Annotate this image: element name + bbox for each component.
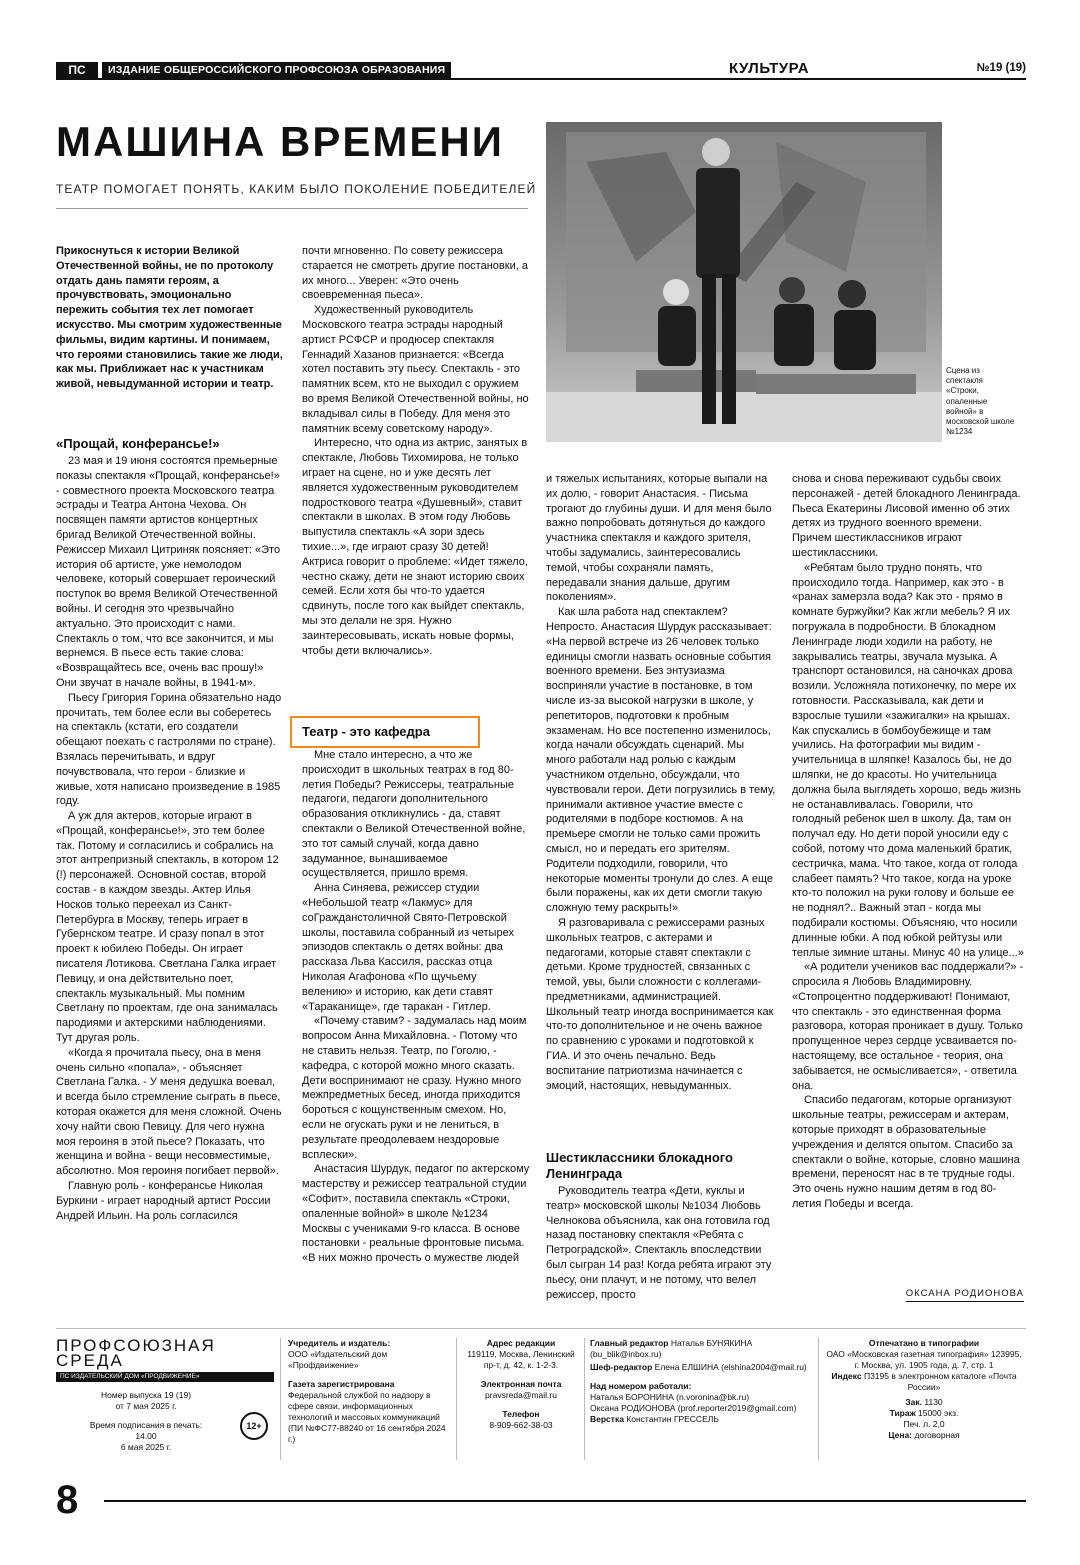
index-text: П3195 в электронном каталоге «Почта России» <box>863 1371 1017 1392</box>
issue-line-2: от 7 мая 2025 г. <box>115 1401 177 1411</box>
printing-info <box>824 1338 1024 1441</box>
column-4 <box>792 472 1024 1212</box>
editor-label: Главный редактор <box>590 1338 669 1348</box>
founder-info <box>288 1338 448 1445</box>
footer-separator <box>818 1338 819 1460</box>
column-3-continued <box>546 1150 776 1302</box>
issue-number: №19 (19) <box>976 62 1026 74</box>
registration-text: Федеральной службой по надзору в сфере связи, информационных технологий и массовых коммуникаций (ПИ №ФС77-88240 от 16 сентября 2024 г.) <box>288 1390 446 1444</box>
subheading-proshchay: «Прощай, конферансье!» <box>56 435 220 451</box>
column-3 <box>546 472 776 1093</box>
phone-label: Телефон <box>502 1409 540 1419</box>
paragraph: «Ребятам было трудно понять, что происходило тогда. Например, как это - в «ранах замерзла вода? Как это - прямо в комнате буржуйки? Как жгли мебель? Я их погружала в подробности. В блокадном Ленинграде люди ходили на работу, не закрывались театры, звучала музыка. А транспорт остановился, на саночках дрова возили. Усложняла потихонечку, по мере их готовности. Рассказывала, как дети и взрослые тушили «зажигалки» на крышах. Как спускались в бомбоубежище и там учились. На фотографии мы видим - учительница в шляпке! Казалось бы, не до шляпки, не до красоты. Но учительница должна была выглядеть хорошо, ведь жизнь не останавливалась. Говорили, что голодный ребенок шел в школу. Да, там он получал еду. Но дети порой уносили еду с собой, потому что дома маленький братик, сестричка, мама. Что такое, когда от голода слабеет память? Что такое, когда на уроке кто-то положил на руки голову и больше ее не поднял?.. Важный этап - когда мы подбирали костюмы. Объясняю, что носили длинные юбки. А под юбкой рейтузы или теплые зимние штаны. Минус 40 на улице...» <box>792 561 1024 959</box>
photo-caption: Сцена из спектакля «Строки, опаленные войной» в московской школе №1234 <box>946 366 1015 437</box>
paragraph: и тяжелых испытаниях, которые выпали на их долю, - говорит Анастасия. - Письма трогают до глубины души. И для меня было важно попробовать дотянуться до каждого участника спектакля и каждого зрителя, чтобы задумались, заинтересовались темой, чтобы сохраняли память, передавали знания дальше, другим поколениям». <box>546 473 772 604</box>
page-header <box>56 60 1026 80</box>
editor-name: Наталья БУНЯКИНА (bu_blik@inbox.ru) <box>590 1338 753 1359</box>
founder-name: ООО «Издательский дом «Профдвижение» <box>288 1349 388 1370</box>
stage-photo-illustration <box>546 122 942 442</box>
order-number: 1130 <box>924 1397 943 1407</box>
section-name: КУЛЬТУРА <box>729 60 810 77</box>
run-size: 15000 экз. <box>918 1408 959 1418</box>
paragraph: А уж для актеров, которые играют в «Прощай, конферансье!», это тем более так. Потому и согласились и собрались на этот антрепризный спектакль, в котором 12 (!) персонажей. Основной состав, второй состав - в каждом звезды. Актер Илья Носков только переехал из Санкт-Петербурга в Москву, теперь играет в Губернском театре. И сразу попал в этот проект к юбилею Победы. Он играет писателя Лотикова. Светлана Галка играет Певицу, и она действительно поет, спектакль музыкальный. Мы помним Светлану по проектам, где она занималась пародиями и актерскими наблюдениями. Тут другая роль. <box>56 810 279 1045</box>
page-number: 8 <box>56 1478 79 1522</box>
run-label: Тираж <box>889 1408 916 1418</box>
footer-separator <box>280 1338 281 1460</box>
paragraph: Пьесу Григория Горина обязательно надо прочитать, тем более если вы соберетесь на спектакль (кстати, его создатели обещают поехать с гастролями по стране). Взялась перечитывать, и вдруг почувствовала, что герои - близкие и живые, хотя написано произведение в 1985 году. <box>56 691 282 808</box>
subheading-kafedra: Театр - это кафедра <box>290 716 480 748</box>
article-title: МАШИНА ВРЕМЕНИ <box>56 118 504 165</box>
paragraph: Художественный руководитель Московского театра эстрады народный артист РСФСР и продюсер спектакля Геннадий Хазанов признается: «Всегда хотел поставить эту пьесу. Спектакль - это памятник всем, кто не выходил с оружием во время Великой Отечественной войны, но вкладывал силы в Победу. Для меня это памятник всему советскому народу». <box>302 304 529 435</box>
paragraph: Главную роль - конферансье Николая Буркини - играет народный артист России Андрей Ильин. На роль согласился <box>56 1180 271 1222</box>
address-label: Адрес редакции <box>486 1338 556 1348</box>
worked-1: Наталья БОРОНИНА (n.voronina@bk.ru) <box>590 1392 750 1402</box>
layout-label: Верстка <box>590 1414 624 1424</box>
paragraph: Я разговаривала с режиссерами разных школьных театров, с актерами и педагогами, которые ставят спектакли с детьми. Кроме трудностей, связанных с темой, увы, были сложности с коллегами-предметниками, администрацией. Школьный театр иногда воспринимается как что-то дополнительное и не очень важное по сравнению с уроками и подготовкой к ГИА. И это очень печально. Ведь воспитание патриотизма начинается с эмоций, настоящих, невыдуманных. <box>546 916 774 1092</box>
address-text: 119119, Москва, Ленинский пр-т, д. 42, к. 1-2-3. <box>467 1349 575 1370</box>
sign-label: Время подписания в печать: <box>89 1420 203 1430</box>
column-2 <box>302 244 530 658</box>
author-byline: ОКСАНА РОДИОНОВА <box>906 1288 1024 1302</box>
footer-separator <box>584 1338 585 1460</box>
logo-strip: ПС ИЗДАТЕЛЬСКИЙ ДОМ «ПРОДВИЖЕНИЕ» <box>56 1372 274 1382</box>
header-rule <box>56 78 1026 80</box>
logo-bottom-word: СРЕДА <box>56 1351 124 1370</box>
paragraph: Интересно, что одна из актрис, занятых в спектакле, Любовь Тихомирова, не только играет на сцене, но и уже десять лет является художественным руководителем подросткового театра «Душевный», ставит спектакли в школах. В этом году Любовь выпустила спектакль «А зори здесь тихие...», где играют сразу 30 детей! Актриса говорит о проблеме: «Идет тяжело, честно скажу, дети не знают историю своих семей. Если хотя бы что-то удается сдвинуть, после того как выйдет спектакль, мы это делали не зря. Нужно заинтересовывать, искать новые формы, чтобы дети включались». <box>302 437 528 657</box>
worked-2: Оксана РОДИОНОВА (prof.reporter2019@gmail.com) <box>590 1403 797 1413</box>
bottom-rule <box>104 1500 1026 1502</box>
issue-info <box>56 1390 236 1453</box>
ps-logo-badge: ПС <box>56 62 98 78</box>
logo-top-word: ПРОФСОЮЗНАЯ <box>56 1336 216 1355</box>
price-text: договорная <box>914 1430 960 1440</box>
paragraph: Как шла работа над спектаклем? Непросто. Анастасия Шурдук рассказывает: «На первой встрече из 26 человек только единицы смогли назвать основные события военного времени. Без энтузиазма восприняли участие в постановке, в том числе из-за высокой нагрузки в школе, у репетиторов, подготовки к пробным экзаменам. Но все постепенно изменилось, когда начали обсуждать сценарий. Мы много работали над ролью с каждым участником отдельно, обсуждали, что чувствовали герои. Дети погрузились в тему, принимали активное участие вместе с родителями в подборе костюмов. А на премьере смогли не только сами прожить смысл, но и передать его зрителям. Родители подходили, говорили, что некоторые моменты тронули до слез. А еще были поражены, как их дети смогли такую сложную тему раскрыть!» <box>546 606 776 915</box>
index-label: Индекс <box>831 1371 862 1381</box>
article-subtitle: ТЕАТР ПОМОГАЕТ ПОНЯТЬ, КАКИМ БЫЛО ПОКОЛЕНИЕ ПОБЕДИТЕЛЕЙ <box>56 182 537 196</box>
paragraph: «Когда я прочитала пьесу, она в меня очень сильно «попала», - объясняет Светлана Галка. - У меня дедушка воевал, и всегда было стремление сыграть в пьесе, которая окажется для меня сложной. Очень хочу найти свою Певицу. Для чего нужна моя героиня в этой пьесе? Показать, что женщина и война - вещи несовместимые, абсолютно. Моя героиня погибает первой». <box>56 1046 282 1178</box>
paragraph: Анастасия Шурдук, педагог по актерскому мастерству и режиссер театральной студии «Софит», поставила спектакль «Строки, опаленные войной» в школе №1234 Москвы с учениками 9-го класса. В основе постановки - реальные фронтовые письма. «В них можно прочесть о мужестве людей <box>302 1163 530 1265</box>
sign-time: 14.00 <box>135 1431 157 1441</box>
deputy-label: Шеф-редактор <box>590 1362 653 1372</box>
column-2-continued <box>302 748 530 1266</box>
deputy-name: Елена ЕЛШИНА (elshina2004@mail.ru) <box>654 1362 807 1372</box>
paragraph: Мне стало интересно, а что же происходит в школьных театрах в год 80-летия Победы? Режиссеры, театральные педагоги, педагоги дополнительного образования откликнулись - да, ставят спектакли о Великой Отечественной войне, это тот самый случай, когда давно задуманное, вынашиваемое осуществляется, пришло время. <box>302 749 526 880</box>
layout-name: Константин ГРЕССЕЛЬ <box>626 1414 719 1424</box>
editorial-address <box>462 1338 580 1431</box>
print-label: Отпечатано в типографии <box>868 1338 980 1348</box>
worked-label: Над номером работали: <box>590 1381 692 1391</box>
publisher-label: ИЗДАНИЕ ОБЩЕРОССИЙСКОГО ПРОФСОЮЗА ОБРАЗОВАНИЯ <box>102 62 451 78</box>
price-label: Цена: <box>888 1430 913 1440</box>
founder-label: Учредитель и издатель: <box>288 1338 391 1348</box>
editors-info <box>590 1338 812 1425</box>
email-label: Электронная почта <box>480 1379 562 1389</box>
order-label: Зак. <box>905 1397 922 1407</box>
article-photo <box>546 122 942 442</box>
paragraph: Анна Синяева, режиссер студии «Небольшой театр «Лакмус» для соГражданстоличной Свято-Петровской школы, поставила собранный из четырех эпизодов спектакль о детях войны: два рассказа Льва Кассиля, рассказ отца Николая Агафонова «По щучьему велению» и историю, как дети ставят «Тараканище», где таракан - Гитлер. <box>302 882 514 1013</box>
sign-date: 6 мая 2025 г. <box>120 1442 172 1452</box>
footer-rule <box>56 1328 1026 1329</box>
newspaper-logo <box>56 1338 216 1368</box>
subheading-leningrad: Шестиклассники блокадного Ленинграда <box>546 1150 733 1181</box>
column-1 <box>56 244 284 1223</box>
print-text: ОАО «Московская газетная типография» 123995, г. Москва, ул. 1905 года, д. 7, стр. 1 <box>826 1349 1022 1370</box>
print-sheets: Печ. л. 2,0 <box>903 1419 945 1429</box>
paragraph: Руководитель театра «Дети, куклы и театр» московской школы №1034 Любовь Челнокова объяснила, как она готовила год назад постановку спектакля «Ребята с Петроградской». Спектакль впоследствии был сыгран 14 раз! Когда ребята играют эту пьесу, они плачут, и не потому, что велел режиссер, просто <box>546 1185 772 1301</box>
paragraph: «Почему ставим? - задумалась над моим вопросом Анна Михайловна. - Потому что не ставить нельзя. Театр, по Гоголю, - кафедра, с которой можно много сказать. Дети воспринимают не сразу. Нужно много межпредметных бесед, иногда приходится бороться с кощунственным смехом. Но, если не огускать руки и не лениться, в результате преодолеваем нездоровые всплески». <box>302 1015 527 1161</box>
paragraph: почти мгновенно. По совету режиссера старается не смотреть другие постановки, а их много... Уверен: «Это очень своевременная пьеса». <box>302 245 528 302</box>
subtitle-rule <box>56 208 528 209</box>
issue-line-1: Номер выпуска 19 (19) <box>100 1390 192 1400</box>
paragraph: Спасибо педагогам, которые организуют школьные театры, режиссерам и актерам, которые приходят в образовательные учреждения и делятся опытом. Спасибо за спектакли о войне, которые, словно машина времени, переносят нас в те трудные годы. Это очень нужно нашим детям в год 80-летия Победы и всегда. <box>792 1094 1020 1211</box>
age-rating-badge: 12+ <box>240 1412 268 1440</box>
footer-separator <box>456 1338 457 1460</box>
phone-text: 8-909-662-38-03 <box>489 1420 553 1430</box>
article-lead: Прикоснуться к истории Великой Отечественной войны, не по протоколу отдать дань памяти героям, а прочувствовать, эмоционально пережить события тех лет помогает искусство. Мы смотрим художественные фильмы, видим картины. И понимаем, что героями становились такие же люди, как мы. Приближает нас к участникам живой, невыдуманной истории и театр. <box>56 245 283 391</box>
paragraph: «А родители учеников вас поддержали?» - спросила я Любовь Владимировну. «Стопроцентно поддерживают! Понимают, что спектакль - это единственная форма разговора, которая проникает в душу. Только пропущенное через сердце усваивается по-настоящему, все остальное - теория, она забывается, не осмысливается», - ответила она. <box>792 961 1024 1092</box>
paragraph: снова и снова переживают судьбы своих персонажей - детей блокадного Ленинграда. Пьеса Екатерины Лисовой именно об этих детях из трудного военного времени. Причем шестиклассников играют шестиклассники. <box>792 473 1021 559</box>
email-text: pravsreda@mail.ru <box>485 1390 557 1400</box>
registration-label: Газета зарегистрирована <box>288 1379 395 1389</box>
paragraph: 23 мая и 19 июня состоятся премьерные показы спектакля «Прощай, конферансье!» - совместного проекта Московского театра эстрады и Театра Антона Чехова. Он посвящен памяти артистов концертных бригад Великой Отечественной войны. Режиссер Михаил Цитриняк поясняет: «Это история об артисте, уже немолодом человеке, который совершает героический поступок во время Великой Отечественной войны. И сегодня это чрезвычайно актуально. Это происходит с нами. Спектакль о том, что все закончится, и мы вернемся. В пьесе есть такие слова: «Возвращайтесь все, очень вас прошу!» Они звучат в начале войны, в 1941-м». <box>56 454 281 689</box>
